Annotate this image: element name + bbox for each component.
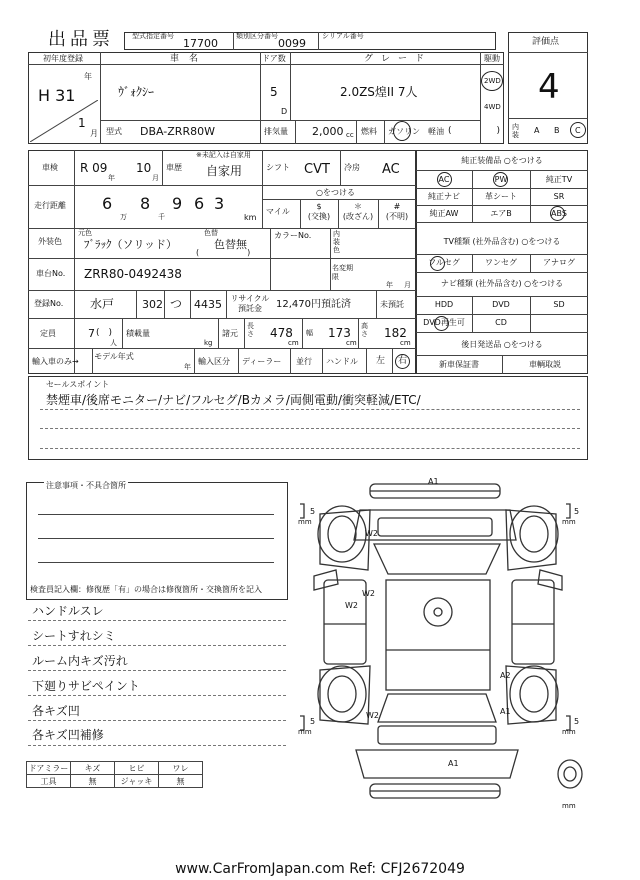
reg-kana: つ (170, 297, 183, 311)
sales-label: セールスポイント (46, 380, 110, 389)
score-label: 評価点 (532, 37, 560, 47)
note-item-2: シートすれシミ (32, 629, 116, 643)
tread-rr-unit: mm (562, 728, 576, 736)
sales-text: 禁煙車/後席モニター/ナビ/フルセグ/Bカメラ/両側電動/衝突軽減/ETC/ (46, 393, 421, 407)
docs-manual: 車輌取説 (529, 360, 561, 369)
handle-right: 右 (398, 356, 408, 366)
mileage-label: 走行距離 (34, 201, 66, 210)
mileage-circle-note: ○をつける (316, 188, 355, 197)
shift-value: CVT (304, 162, 330, 177)
damage-mark-roof: W2 (362, 589, 375, 598)
std-abs: ABS (551, 209, 567, 218)
height-unit: cm (400, 339, 411, 347)
name-change-year: 年 (386, 281, 393, 289)
load-label: 積載量 (126, 329, 150, 338)
docs-label: 後日発送品 ○をつける (461, 340, 543, 349)
nav-hdd: HDD (434, 300, 454, 309)
tread-fl-unit: mm (298, 518, 312, 526)
scratch-header: キズ (71, 762, 115, 775)
mileage-digit-3: 9 (172, 194, 183, 213)
nav-sd: SD (553, 300, 565, 309)
color-current-value: 色替無 (214, 238, 247, 251)
drive-2wd: 2WD (484, 77, 501, 85)
note-item-5: 各キズ凹 (32, 704, 80, 718)
mileage-opt-unknown: # (不明) (385, 202, 409, 221)
handle-label: ハンドル (326, 357, 358, 366)
tv-analog: アナログ (543, 258, 575, 267)
chassis-label: 車台No. (36, 269, 66, 278)
displacement-value: 2,000 (312, 125, 344, 138)
color-current-label: 色替 (204, 229, 218, 237)
tread-fl: 5 (310, 507, 316, 516)
mileage-opt-mile: マイル (266, 207, 290, 216)
usage-note: ※未記入は自家用 (196, 151, 251, 159)
fuel-label: 燃料 (361, 127, 377, 136)
interior-grade-circle (570, 122, 586, 138)
displacement-unit: cc (346, 131, 354, 139)
name-change-label: 名変期限 (332, 264, 353, 281)
category-label: 類別区分番号 (236, 32, 278, 40)
crack-header: ヒビ (115, 762, 159, 775)
std-pw: PW (494, 175, 508, 184)
nav-type-label: ナビ種類 (社外品含む) ○をつける (440, 279, 564, 288)
drive-label: 駆動 (484, 54, 500, 63)
length-value: 478 (270, 326, 293, 340)
note-item-4: 下廻りサビペイント (32, 679, 140, 693)
docs-warranty: 新車保証書 (439, 360, 479, 369)
inspection-year: R 09 (80, 161, 108, 175)
tread-rl-unit: mm (298, 728, 312, 736)
notes-label: 注意事項・不具合箇所 (46, 481, 126, 490)
damage-mark-front-bumper: A1 (428, 477, 439, 486)
car-name-value: ｳﾞｫｸｼｰ (118, 85, 155, 99)
color-bracket: ( ) (196, 248, 251, 257)
usage-label: 車歴 (166, 163, 182, 172)
fuel-gasoline-circle (393, 121, 411, 141)
grade-label: グレード (364, 54, 433, 64)
category-value: 0099 (278, 37, 306, 50)
inspection-month: 10 (136, 161, 152, 175)
color-no-label: カラーNo. (274, 231, 312, 240)
import-parallel: 並行 (296, 357, 312, 366)
tv-oneseg: ワンセグ (485, 258, 517, 267)
height-value: 182 (384, 326, 407, 340)
fuel-bracket: ( ) (448, 126, 501, 136)
recycle-label: リサイクル預託金 (230, 294, 270, 313)
damage-mark-rear-bumper: A1 (448, 759, 459, 768)
inspection-year-unit: 年 (108, 174, 115, 182)
recycle-amount: 12,470円預託済 (276, 299, 351, 310)
height-label: 高さ (361, 322, 368, 338)
interior-grade-a: A (534, 126, 540, 135)
jack-value: 無 (159, 775, 203, 788)
interior-grade-c: C (575, 126, 581, 135)
tread-rr: 5 (574, 717, 580, 726)
damage-mark-rear-right-2: A1 (500, 707, 511, 716)
inspection-label: 車検 (42, 163, 58, 172)
mileage-unit-km: km (244, 213, 257, 222)
footer-watermark: www.CarFromJapan.com Ref: CFJ2672049 (175, 861, 465, 877)
std-airbag: エアB (490, 209, 512, 218)
interior-grade-b: B (554, 126, 560, 135)
interior-color-label: 内装色 (333, 230, 340, 254)
std-aw: 純正AW (429, 209, 459, 218)
first-reg-month-unit: 月 (90, 129, 98, 138)
color-original-label: 元色 (78, 229, 92, 237)
doors-value: 5 (270, 85, 278, 99)
first-reg-divider (30, 100, 98, 142)
fuel-diesel: 軽油 (428, 127, 444, 136)
import-class-label: 輸入区分 (198, 357, 230, 366)
mileage-unit-sen: 千 (158, 213, 165, 221)
mileage-opt-tampered: ＊ (改ざん) (342, 202, 374, 221)
damage-mark-rear-right: A2 (500, 671, 511, 680)
mileage-digit-5: 3 (214, 194, 225, 213)
first-reg-label: 初年度登録 (43, 54, 83, 63)
handle-right-circle (395, 354, 410, 369)
damage-mark-left-door: W2 (345, 601, 358, 610)
tread-spare-unit: mm (562, 802, 576, 810)
width-label: 幅 (306, 329, 313, 337)
reg-label: 登録No. (34, 299, 64, 308)
model-year-unit: 年 (184, 363, 191, 371)
damage-mark-rear-left: W2 (366, 711, 379, 720)
page-title: 出品票 (48, 29, 114, 50)
door-type: D (281, 107, 288, 116)
inspector-label: 検査員記入欄：修復歴「有」の場合は修復箇所・交換箇所を記入 (30, 585, 262, 594)
recycle-unpaid: 未預託 (380, 300, 404, 309)
model-designation-label: 型式指定番号 (132, 32, 174, 40)
first-reg-month: 1 (78, 116, 86, 130)
mileage-digit-2: 8 (140, 194, 151, 213)
usage-value: 自家用 (206, 164, 243, 178)
std-navi: 純正ナビ (428, 192, 460, 201)
break-header: ワレ (159, 762, 203, 775)
std-sr: SR (553, 192, 565, 201)
mileage-unit-man: 万 (120, 213, 127, 221)
shift-label: シフト (266, 163, 290, 172)
damage-mark-front-left: W2 (365, 529, 378, 538)
note-item-6: 各キズ凹補修 (32, 728, 104, 742)
note-item-1: ハンドルスレ (32, 604, 104, 618)
capacity-label: 定員 (40, 329, 56, 338)
tread-fr-unit: mm (562, 518, 576, 526)
color-label: 外装色 (38, 237, 62, 246)
mirror-header: ドアミラー (27, 762, 71, 775)
tread-fr: 5 (574, 507, 580, 516)
model-value: DBA-ZRR80W (140, 125, 215, 138)
car-diagram (290, 474, 590, 804)
std-tv: 純正TV (545, 175, 573, 184)
displacement-label: 排気量 (264, 127, 288, 136)
std-pw-circle (493, 172, 508, 187)
model-year-label: モデル年式 (94, 352, 134, 361)
nav-dvd: DVD (492, 300, 510, 309)
header-codes-box (124, 32, 496, 50)
import-label: 輸入車のみ→ (32, 357, 79, 366)
notes-box (26, 482, 288, 600)
jack-label: ジャッキ (115, 775, 159, 788)
capacity-value: 7 (88, 327, 95, 340)
mileage-digit-4: 6 (194, 194, 205, 213)
mileage-digit-1: 6 (102, 194, 113, 213)
std-leather: 革シート (485, 192, 517, 201)
std-ac-circle (437, 172, 452, 187)
tv-type-label: TV種類 (社外品含む) ○をつける (443, 237, 561, 246)
serial-label: シリアル番号 (322, 32, 364, 40)
grade-value: 2.0ZS煌II 7人 (340, 85, 418, 99)
interior-label: 内装 (512, 123, 519, 139)
drive-4wd: 4WD (484, 103, 501, 111)
doors-label: ドア数 (262, 54, 286, 63)
length-unit: cm (288, 339, 299, 347)
nav-cd: CD (495, 318, 507, 327)
ac-label: 冷房 (344, 163, 360, 172)
drive-2wd-circle (481, 71, 503, 91)
dims-label: 諸元 (222, 329, 238, 338)
car-name-label: 車名 (170, 54, 209, 64)
tv-fullseg: フルセグ (428, 258, 460, 267)
handle-left: 左 (376, 356, 386, 366)
note-item-3: ルーム内キズ汚れ (32, 654, 128, 668)
model-label: 型式 (106, 127, 122, 136)
accessory-table (26, 761, 203, 788)
tools-label: 工具 (27, 775, 71, 788)
reg-area: 水戸 (90, 297, 115, 311)
tread-rl: 5 (310, 717, 316, 726)
first-reg-year-unit: 年 (84, 72, 92, 81)
width-unit: cm (346, 339, 357, 347)
reg-number: 4435 (194, 298, 222, 311)
mileage-opt-exchanged: $ (交換) (307, 202, 331, 221)
import-dealer: ディーラー (242, 357, 282, 366)
width-value: 173 (328, 326, 351, 340)
standard-equipment-label: 純正装備品 ○をつける (461, 156, 543, 165)
first-reg-era: H 31 (38, 86, 76, 105)
nav-dvd-play-circle (434, 316, 449, 331)
std-abs-circle (550, 206, 565, 221)
reg-class: 302 (142, 298, 163, 311)
fuel-gasoline: ガソリン (388, 127, 420, 136)
nav-dvd-play: DVD再生可 (423, 318, 465, 327)
inspection-month-unit: 月 (152, 174, 159, 182)
score-value: 4 (538, 67, 560, 107)
capacity-unit: 人 (110, 339, 117, 347)
model-designation-value: 17700 (183, 37, 218, 50)
chassis-value: ZRR80-0492438 (84, 267, 182, 281)
ac-value: AC (382, 162, 400, 177)
tools-value: 無 (71, 775, 115, 788)
std-ac: AC (438, 175, 450, 184)
length-label: 長さ (247, 322, 254, 338)
color-original-value: ﾌﾞﾗｯｸ（ソリッド） (84, 238, 178, 251)
capacity-bracket: ( ) (96, 328, 113, 338)
name-change-month: 月 (404, 281, 411, 289)
load-unit: kg (204, 339, 213, 347)
tv-fullseg-circle (430, 256, 445, 271)
